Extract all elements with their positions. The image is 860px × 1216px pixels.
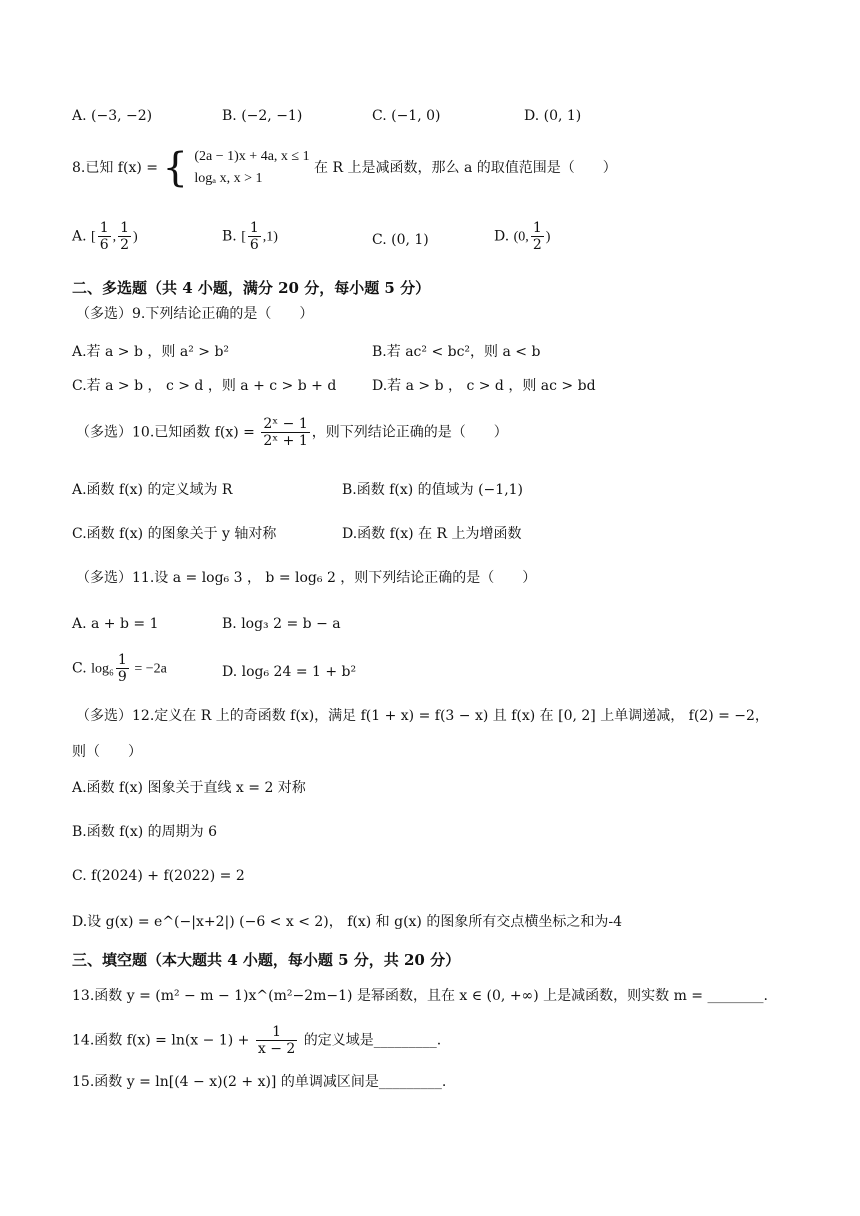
q7-option-d: D. (0, 1) xyxy=(524,108,582,124)
q12-option-b: B.函数 f(x) 的周期为 6 xyxy=(72,824,217,840)
q7-option-a: A. (−3, −2) xyxy=(72,108,153,124)
q10-option-b: B.函数 f(x) 的值域为 (−1,1) xyxy=(342,482,524,498)
q12-option-d: D.设 g(x) = e^(−|x+2|) (−6 < x < 2)， f(x) 和 g(x) 的图象所有交点横坐标之和为-4 xyxy=(72,914,622,930)
q10-option-a: A.函数 f(x) 的定义域为 R xyxy=(72,482,233,498)
q9-option-c: C.若 a > b ， c > d ，则 a + c > b + d xyxy=(72,378,337,394)
q8-case-1: (2a − 1)x + 4a, x ≤ 1 xyxy=(194,149,310,164)
q11-option-a: A. a + b = 1 xyxy=(72,616,159,632)
q7-option-b: B. (−2, −1) xyxy=(222,108,303,124)
q15-stem: 15.函数 y = ln[(4 − x)(2 + x)] 的单调减区间是_________. xyxy=(72,1074,447,1090)
q12-option-a: A.函数 f(x) 图象关于直线 x = 2 对称 xyxy=(72,780,306,796)
q8-option-b: B. [ $\frac{1}{6}$ ,1) xyxy=(222,220,278,253)
q12-stem: （多选）12.定义在 R 上的奇函数 f(x)，满足 f(1 + x) = f(3 − x) 且 f(x) 在 [0, 2] 上单调递减， f(2) = −2， xyxy=(76,708,769,724)
q10-stem: （多选）10.已知函数 f(x) = $\frac{\text{2ˣ − 1}}{\text{2ˣ + 1}}$ ，则下列结论正确的是（ ） xyxy=(76,416,508,449)
q9-option-d: D.若 a > b ， c > d ，则 ac > bd xyxy=(372,378,596,394)
q8-suffix: 在 R 上是减函数，那么 a 的取值范围是（ ） xyxy=(314,160,617,176)
q10-option-d: D.函数 f(x) 在 R 上为增函数 xyxy=(342,526,522,542)
q14-stem: 14.函数 f(x) = ln(x − 1) + $\frac{1}{x - 2}$ 的定义域是_________. xyxy=(72,1024,442,1057)
q12-option-c: C. f(2024) + f(2022) = 2 xyxy=(72,868,245,884)
q9-option-a: A.若 a > b ，则 a² > b² xyxy=(72,344,230,360)
q11-option-d: D. log₆ 24 = 1 + b² xyxy=(222,664,357,680)
section-2-heading: 二、多选题（共 4 小题，满分 20 分，每小题 5 分） xyxy=(72,279,431,297)
section-3-heading: 三、填空题（本大题共 4 小题，每小题 5 分，共 20 分） xyxy=(72,951,461,969)
q8-prefix: 8.已知 f(x) = xyxy=(72,160,163,176)
q11-stem: （多选）11.设 a = log₆ 3 ， b = log₆ 2 ，则下列结论正确的是（ ） xyxy=(76,570,537,586)
q10-fraction: $\frac{\text{2ˣ − 1}}{\text{2ˣ + 1}}$ xyxy=(263,416,308,449)
q9-option-b: B.若 ac² < bc²，则 a < b xyxy=(372,344,541,360)
q11-option-b: B. log₃ 2 = b − a xyxy=(222,616,341,632)
frac-1-6: $\frac{1}{6}$ xyxy=(99,220,109,253)
piecewise-cases xyxy=(194,146,309,190)
q12-stem-cont: 则（ ） xyxy=(72,744,142,760)
q8-stem xyxy=(72,146,617,190)
q8-case-2: logₐ x, x > 1 xyxy=(194,171,263,186)
q9-stem: （多选）9.下列结论正确的是（ ） xyxy=(76,306,314,322)
q7-option-c: C. (−1, 0) xyxy=(372,108,441,124)
q10-option-c: C.函数 f(x) 的图象关于 y 轴对称 xyxy=(72,526,277,542)
frac-1-2: $\frac{1}{2}$ xyxy=(120,220,130,253)
q11-option-c: C. log₆ $\frac{1}{9}$ = −2a xyxy=(72,652,167,685)
q8-option-d: D. (0, $\frac{1}{2}$ ) xyxy=(494,220,551,253)
q13-stem: 13.函数 y = (m² − m − 1)x^(m²−2m−1) 是幂函数，且在 x ∈ (0, +∞) 上是减函数，则实数 m = ________. xyxy=(72,988,768,1004)
piecewise-brace: { xyxy=(162,145,188,191)
q8-option-a: A. [ $\frac{1}{6}$ , $\frac{1}{2}$ ) xyxy=(72,220,138,253)
q8-option-c: C. (0, 1) xyxy=(372,232,429,248)
